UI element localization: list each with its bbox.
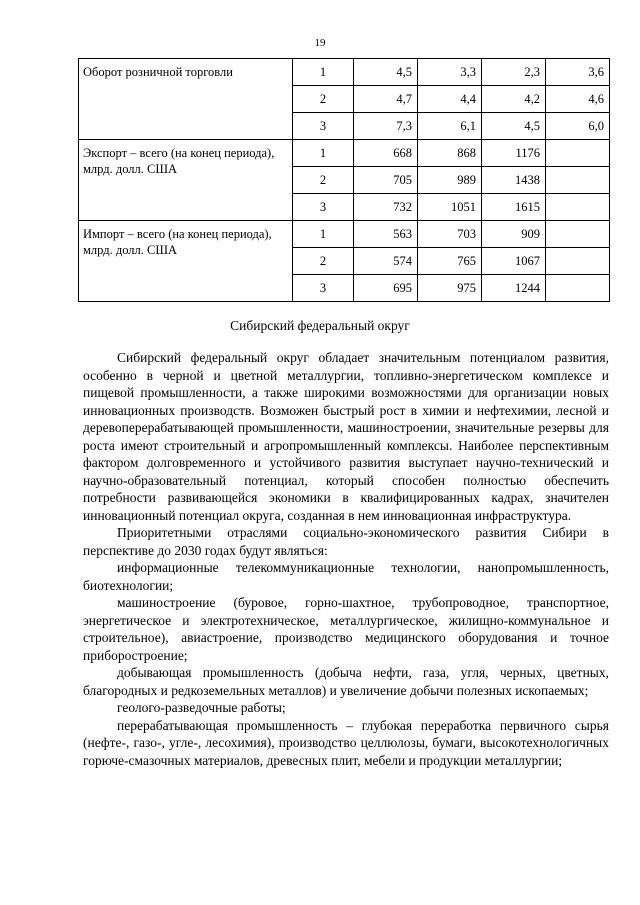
value-cell: 1244 — [482, 275, 546, 302]
value-cell: 868 — [418, 140, 482, 167]
value-cell: 765 — [418, 248, 482, 275]
value-cell: 989 — [418, 167, 482, 194]
table-row — [79, 59, 610, 86]
variant-cell: 2 — [293, 167, 354, 194]
table-row — [79, 140, 610, 167]
value-cell — [546, 275, 610, 302]
value-cell: 909 — [482, 221, 546, 248]
value-cell: 6,0 — [546, 113, 610, 140]
value-cell: 695 — [354, 275, 418, 302]
value-cell: 1438 — [482, 167, 546, 194]
indicator-name: Экспорт – всего (на конец периода), млрд. долл. США — [79, 140, 293, 221]
statistics-table — [78, 58, 610, 302]
value-cell: 1067 — [482, 248, 546, 275]
list-item: геолого-разведочные работы; — [117, 700, 286, 715]
value-cell: 4,2 — [482, 86, 546, 113]
variant-cell: 1 — [293, 221, 354, 248]
list-item: добывающая промышленность (добыча нефти, газа, угля, черных, цветных, благородных и редкоземельных металлов) и увеличение добычи полезных ископаемых; — [83, 665, 609, 698]
value-cell: 3,6 — [546, 59, 610, 86]
value-cell: 732 — [354, 194, 418, 221]
paragraph: Сибирский федеральный округ обладает значительным потенциалом развития, особенно в черной и цветной металлургии, топливно-энергетическом комплексе и пищевой промышленности, а также широкими возможностями для организации новых инновационных производств. Возможен быстрый рост в химии и нефтехимии, лесной и деревоперерабатывающей промышленности, машиностроении, значительные резервы для роста имеют строительный и агропромышленный комплексы. Наиболее перспективным фактором долговременного и устойчивого развития выступает научно-технический и научно-образовательный потенциал, который способен полностью обеспечить потребности развивающейся экономики в квалифицированных кадрах, значителен инновационный потенциал округа, созданная в нем инновационная инфраструктура. — [83, 350, 609, 523]
list-item: машиностроение (буровое, горно-шахтное, трубопроводное, транспортное, энергетическое и электротехническое, металлургическое, жилищно-коммунальное и строительное), авиастроение, производство медицинского оборудования и точное приборостроение; — [83, 595, 609, 663]
indicator-name: Оборот розничной торговли — [79, 59, 293, 140]
value-cell — [546, 140, 610, 167]
value-cell: 4,4 — [418, 86, 482, 113]
value-cell — [546, 221, 610, 248]
value-cell: 3,3 — [418, 59, 482, 86]
value-cell: 1051 — [418, 194, 482, 221]
value-cell: 563 — [354, 221, 418, 248]
value-cell: 1176 — [482, 140, 546, 167]
value-cell: 705 — [354, 167, 418, 194]
list-item: информационные телекоммуникационные технологии, нанопромышленность, биотехнологии; — [83, 560, 609, 593]
table-row — [79, 221, 610, 248]
section-title: Сибирский федеральный округ — [230, 318, 410, 333]
value-cell: 4,7 — [354, 86, 418, 113]
variant-cell: 1 — [293, 140, 354, 167]
variant-cell: 2 — [293, 86, 354, 113]
value-cell: 975 — [418, 275, 482, 302]
variant-cell: 3 — [293, 194, 354, 221]
value-cell: 4,5 — [482, 113, 546, 140]
value-cell — [546, 167, 610, 194]
value-cell: 668 — [354, 140, 418, 167]
value-cell: 4,6 — [546, 86, 610, 113]
value-cell: 4,5 — [354, 59, 418, 86]
variant-cell: 2 — [293, 248, 354, 275]
variant-cell: 1 — [293, 59, 354, 86]
value-cell: 574 — [354, 248, 418, 275]
value-cell: 7,3 — [354, 113, 418, 140]
variant-cell: 3 — [293, 113, 354, 140]
body-text — [83, 349, 609, 769]
value-cell: 703 — [418, 221, 482, 248]
list-item: перерабатывающая промышленность – глубокая переработка первичного сырья (нефте-, газо-, угле-, лесохимия), производство целлюлозы, бумаги, высокотехнологичных горюче-смазочных материалов, древесных плит, мебели и продукции металлургии; — [83, 717, 609, 768]
paragraph: Приоритетными отраслями социально-экономического развития Сибири в перспективе до 2030 годах будут являться: — [83, 525, 609, 558]
value-cell — [546, 194, 610, 221]
variant-cell: 3 — [293, 275, 354, 302]
value-cell: 6,1 — [418, 113, 482, 140]
value-cell: 1615 — [482, 194, 546, 221]
page-number: 19 — [314, 37, 326, 49]
indicator-name: Импорт – всего (на конец периода), млрд. долл. США — [79, 221, 293, 302]
value-cell — [546, 248, 610, 275]
value-cell: 2,3 — [482, 59, 546, 86]
